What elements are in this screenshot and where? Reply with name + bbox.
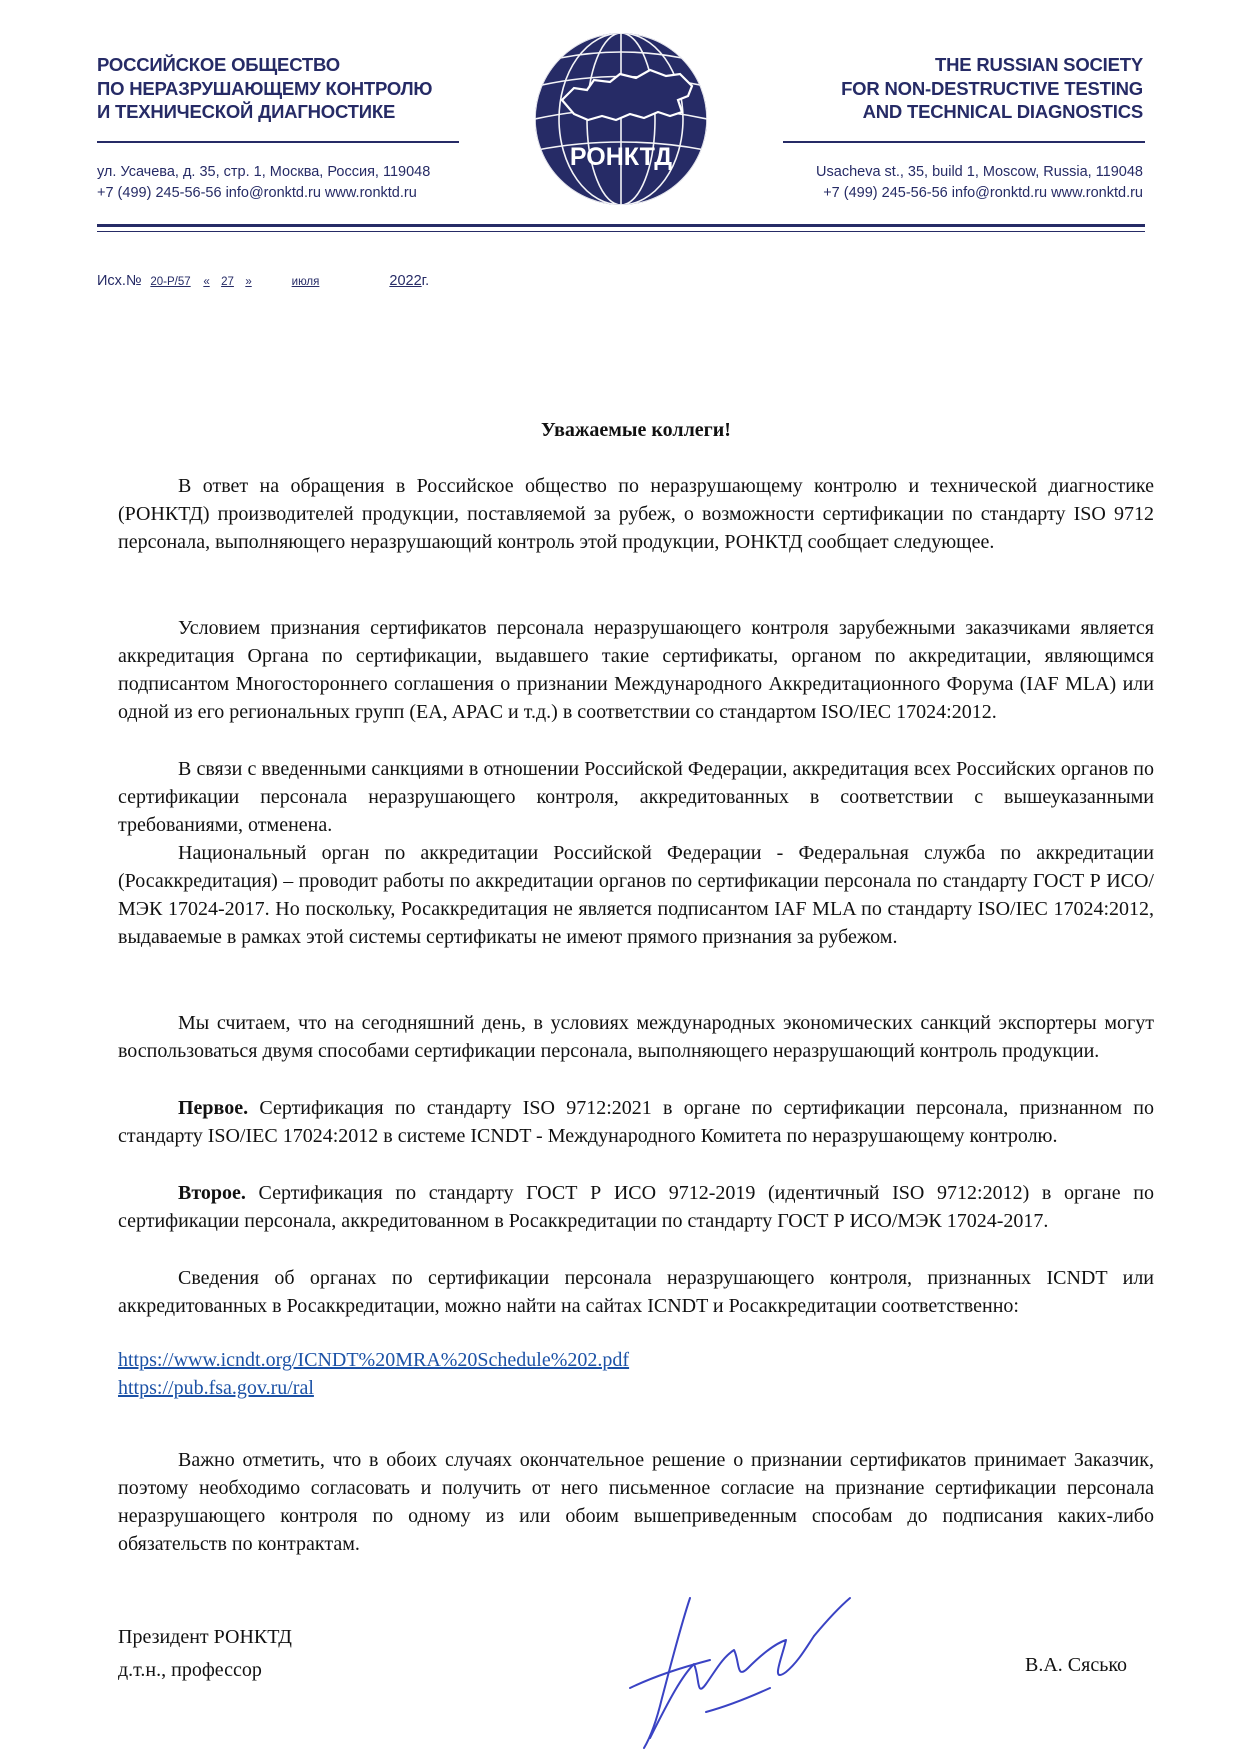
signatory-name: В.А. Сясько bbox=[1025, 1654, 1128, 1676]
outgoing-year-g: г. bbox=[421, 273, 430, 289]
quote-open: « bbox=[203, 276, 210, 288]
paragraph-1-text: В ответ на обращения в Российское общество по неразрушающему контролю и технической диагностике (РОНКТД) производителей продукции, поставляемой за рубеж, о возможности сертификации по стандарту ISO 9712 персонала, выполняющего неразрушающий контроль этой продукции, РОНКТД сообщает следующее. bbox=[118, 475, 1154, 553]
paragraph-6-lead: Первое. bbox=[178, 1097, 249, 1119]
quote-close: » bbox=[245, 276, 252, 288]
paragraph-4 bbox=[118, 839, 1154, 951]
org-name-ru-line: РОССИЙСКОЕ ОБЩЕСТВО bbox=[97, 54, 340, 75]
signatory-title-line-1: Президент РОНКТД bbox=[118, 1626, 292, 1648]
header-rule-left bbox=[97, 141, 459, 143]
fsa-link[interactable]: https://pub.fsa.gov.ru/ral bbox=[118, 1377, 314, 1399]
address-en-line: Usacheva st., 35, build 1, Moscow, Russia, 119048 bbox=[816, 164, 1143, 180]
handwritten-signature bbox=[610, 1588, 880, 1755]
paragraph-1 bbox=[118, 472, 1154, 556]
paragraph-9 bbox=[118, 1446, 1154, 1558]
contacts-ru-line: +7 (499) 245-56-56 info@ronktd.ru www.ronktd.ru bbox=[97, 185, 417, 201]
outgoing-number bbox=[97, 273, 429, 289]
org-name-en-line: THE RUSSIAN SOCIETY bbox=[935, 54, 1143, 75]
icndt-link[interactable]: https://www.icndt.org/ICNDT%20MRA%20Schedule%202.pdf bbox=[118, 1349, 630, 1371]
paragraph-3-text: В связи с введенными санкциями в отношении Российской Федерации, аккредитация всех Российских органов по сертификации персонала неразрушающего контроля, аккредитованных в соответствии с вышеуказанными требованиями, отменена. bbox=[118, 758, 1154, 836]
paragraph-2-text: Условием признания сертификатов персонала неразрушающего контроля зарубежными заказчиками является аккредитация Органа по сертификации, выдавшего такие сертификаты, органом по аккредитации, являющимся подписантом Многостороннего соглашения о признании Международного Аккредитационного Форума (IAF MLA) или одной из его региональных групп (EA, APAC и т.д.) в соответствии со стандартом ISO/IEC 17024:2012. bbox=[118, 617, 1154, 723]
outgoing-day: 27 bbox=[221, 276, 234, 288]
address-ru-line: ул. Усачева, д. 35, стр. 1, Москва, Россия, 119048 bbox=[97, 164, 431, 180]
outgoing-month: июля bbox=[291, 276, 320, 288]
contacts-en-line: +7 (499) 245-56-56 info@ronktd.ru www.ronktd.ru bbox=[823, 185, 1143, 201]
org-name-en bbox=[841, 53, 1143, 124]
paragraph-3 bbox=[118, 755, 1154, 839]
paragraph-4-text: Национальный орган по аккредитации Российской Федерации - Федеральная служба по аккредитации (Росаккредитация) – проводит работы по аккредитации органов по сертификации персонала по стандарту ГОСТ Р ИСО/МЭК 17024-2017. Но поскольку, Росаккредитация не является подписантом IAF MLA по стандарту ISO/IEC 17024:2012, выдаваемые в рамках этой системы сертификаты не имеют прямого признания за рубежом. bbox=[118, 842, 1154, 948]
paragraph-8 bbox=[118, 1264, 1154, 1320]
org-name-en-line: AND TECHNICAL DIAGNOSTICS bbox=[862, 101, 1143, 122]
address-en bbox=[816, 162, 1143, 204]
org-name-ru-line: И ТЕХНИЧЕСКОЙ ДИАГНОСТИКЕ bbox=[97, 101, 396, 122]
outgoing-prefix: Исх.№ bbox=[97, 273, 142, 289]
org-name-ru-line: ПО НЕРАЗРУШАЮЩЕМУ КОНТРОЛЮ bbox=[97, 77, 433, 99]
paragraph-5 bbox=[118, 1009, 1154, 1065]
greeting: Уважаемые коллеги! bbox=[541, 419, 731, 441]
logo-text: РОНКТД bbox=[569, 143, 673, 171]
paragraph-7-lead: Второе. bbox=[178, 1182, 246, 1204]
paragraph-7-text: Сертификация по стандарту ГОСТ Р ИСО 9712-2019 (идентичный ISO 9712:2012) в органе по сертификации персонала, аккредитованном в Росаккредитации по стандарту ГОСТ Р ИСО/МЭК 17024-2017. bbox=[118, 1182, 1154, 1232]
paragraph-6-text: Сертификация по стандарту ISO 9712:2021 в органе по сертификации персонала, признанном по стандарту ISO/IEC 17024:2012 в системе ICNDT - Международного Комитета по неразрушающему контролю. bbox=[118, 1097, 1154, 1147]
header-divider-thin bbox=[97, 231, 1145, 232]
paragraph-7 bbox=[118, 1179, 1154, 1235]
address-ru bbox=[97, 162, 430, 204]
paragraph-6 bbox=[118, 1094, 1154, 1150]
outgoing-year-prefix: 20 bbox=[389, 273, 406, 289]
signatory-title-line-2: д.т.н., профессор bbox=[118, 1659, 262, 1681]
org-name-en-line: FOR NON-DESTRUCTIVE TESTING bbox=[841, 77, 1143, 99]
header-divider-thick bbox=[97, 224, 1145, 227]
header-rule-right bbox=[783, 141, 1145, 143]
ronktd-globe-logo bbox=[532, 30, 710, 208]
signatory-title bbox=[118, 1621, 292, 1687]
paragraph-9-text: Важно отметить, что в обоих случаях окончательное решение о признании сертификатов принимает Заказчик, поэтому необходимо согласовать и получить от него письменное согласие на признание сертификации персонала неразрушающего контроля по одному из или обоим вышеприведенным способам до подписания каких-либо обязательств по контрактам. bbox=[118, 1449, 1154, 1555]
outgoing-year-suffix: 22 bbox=[405, 273, 422, 289]
paragraph-5-text: Мы считаем, что на сегодняшний день, в условиях международных экономических санкций экспортеры могут воспользоваться двумя способами сертификации персонала, выполняющего неразрушающий контроль продукции. bbox=[118, 1012, 1154, 1062]
outgoing-number-value: 20-Р/57 bbox=[150, 276, 191, 288]
org-name-ru bbox=[97, 53, 432, 124]
paragraph-8-text: Сведения об органах по сертификации персонала неразрушающего контроля, признанных ICNDT или аккредитованных в Росаккредитации, можно найти на сайтах ICNDT и Росаккредитации соответственно: bbox=[118, 1267, 1154, 1317]
paragraph-2 bbox=[118, 614, 1154, 726]
